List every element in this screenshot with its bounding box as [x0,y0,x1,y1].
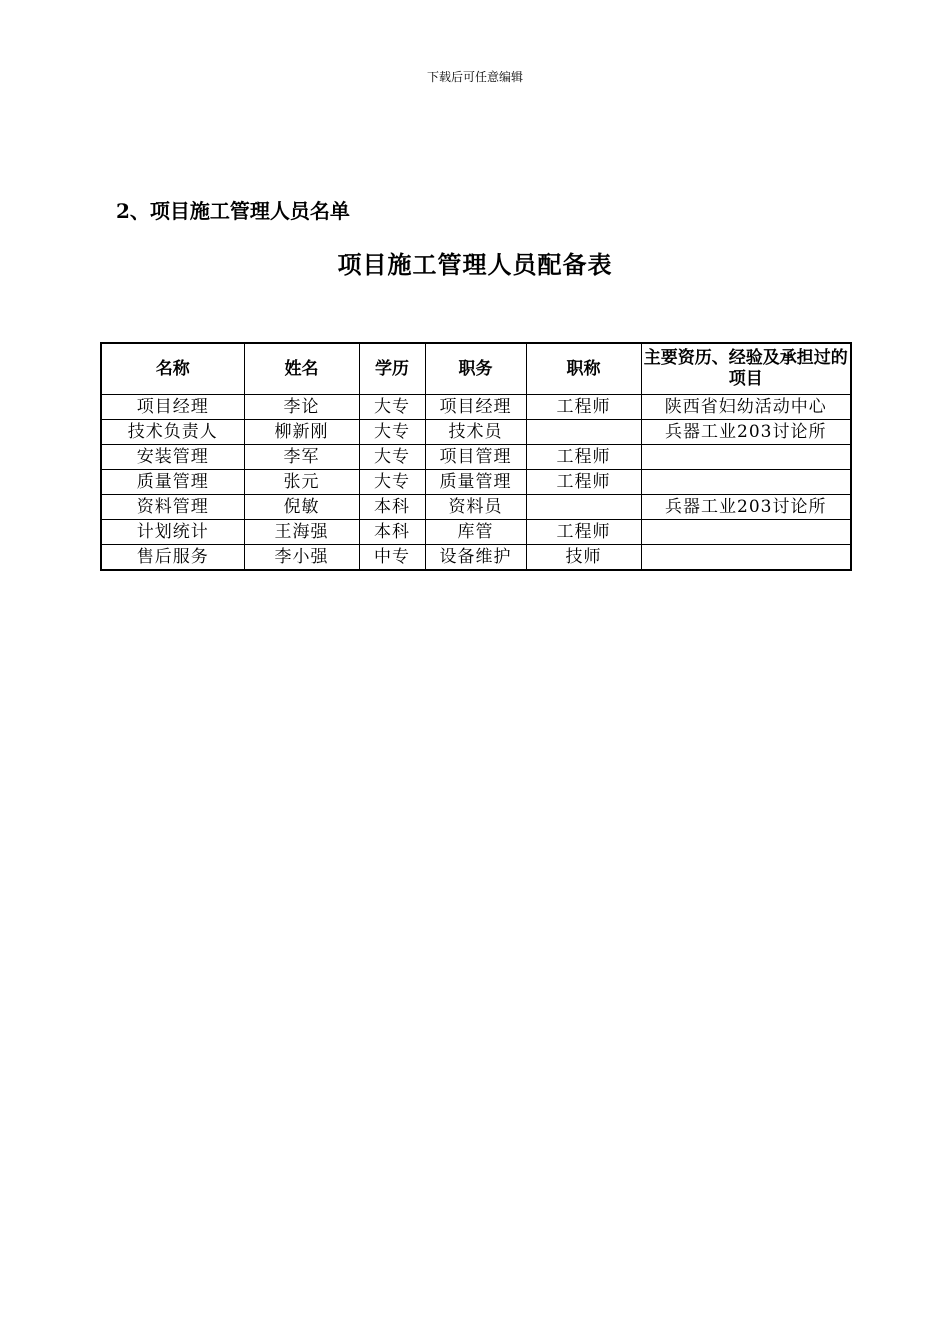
cell-name: 李论 [244,395,359,420]
header-cell-name: 姓名 [244,343,359,395]
section-heading: 2、项目施工管理人员名单 [116,199,350,223]
cell-name: 张元 [244,470,359,495]
cell-position: 项目管理 [425,445,526,470]
cell-experience [641,470,851,495]
table-row [101,395,851,420]
cell-position: 库管 [425,520,526,545]
cell-experience: 兵器工业203讨论所 [641,420,851,445]
cell-education: 本科 [359,520,425,545]
table-title: 项目施工管理人员配备表 [337,250,613,279]
cell-position: 技术员 [425,420,526,445]
cell-role: 资料管理 [101,495,244,520]
cell-title [526,495,641,520]
table-row [101,520,851,545]
cell-position: 资料员 [425,495,526,520]
header-cell-education: 学历 [359,343,425,395]
cell-role: 质量管理 [101,470,244,495]
header-cell-position: 职务 [425,343,526,395]
cell-title: 工程师 [526,395,641,420]
table-row [101,445,851,470]
cell-education: 大专 [359,395,425,420]
cell-title: 工程师 [526,470,641,495]
cell-role: 安装管理 [101,445,244,470]
cell-position: 质量管理 [425,470,526,495]
cell-role: 项目经理 [101,395,244,420]
cell-education: 本科 [359,495,425,520]
table-row [101,420,851,445]
cell-role: 技术负责人 [101,420,244,445]
table-row [101,470,851,495]
table-row [101,545,851,571]
cell-experience: 兵器工业203讨论所 [641,495,851,520]
header-cell-title: 职称 [526,343,641,395]
cell-title: 技师 [526,545,641,571]
cell-title [526,420,641,445]
cell-role: 售后服务 [101,545,244,571]
cell-title: 工程师 [526,445,641,470]
cell-name: 李小强 [244,545,359,571]
table-header-row [101,343,851,395]
cell-position: 项目经理 [425,395,526,420]
cell-education: 大专 [359,420,425,445]
cell-experience [641,520,851,545]
cell-education: 中专 [359,545,425,571]
cell-title: 工程师 [526,520,641,545]
cell-name: 倪敏 [244,495,359,520]
cell-role: 计划统计 [101,520,244,545]
cell-name: 李军 [244,445,359,470]
table-row [101,495,851,520]
cell-education: 大专 [359,445,425,470]
header-cell-experience: 主要资历、经验及承担过的项目 [641,343,851,395]
cell-name: 王海强 [244,520,359,545]
header-cell-role: 名称 [101,343,244,395]
staff-table [100,342,852,571]
header-note: 下载后可任意编辑 [426,70,523,84]
cell-experience [641,545,851,571]
cell-name: 柳新刚 [244,420,359,445]
cell-education: 大专 [359,470,425,495]
cell-experience: 陕西省妇幼活动中心 [641,395,851,420]
cell-position: 设备维护 [425,545,526,571]
cell-experience [641,445,851,470]
